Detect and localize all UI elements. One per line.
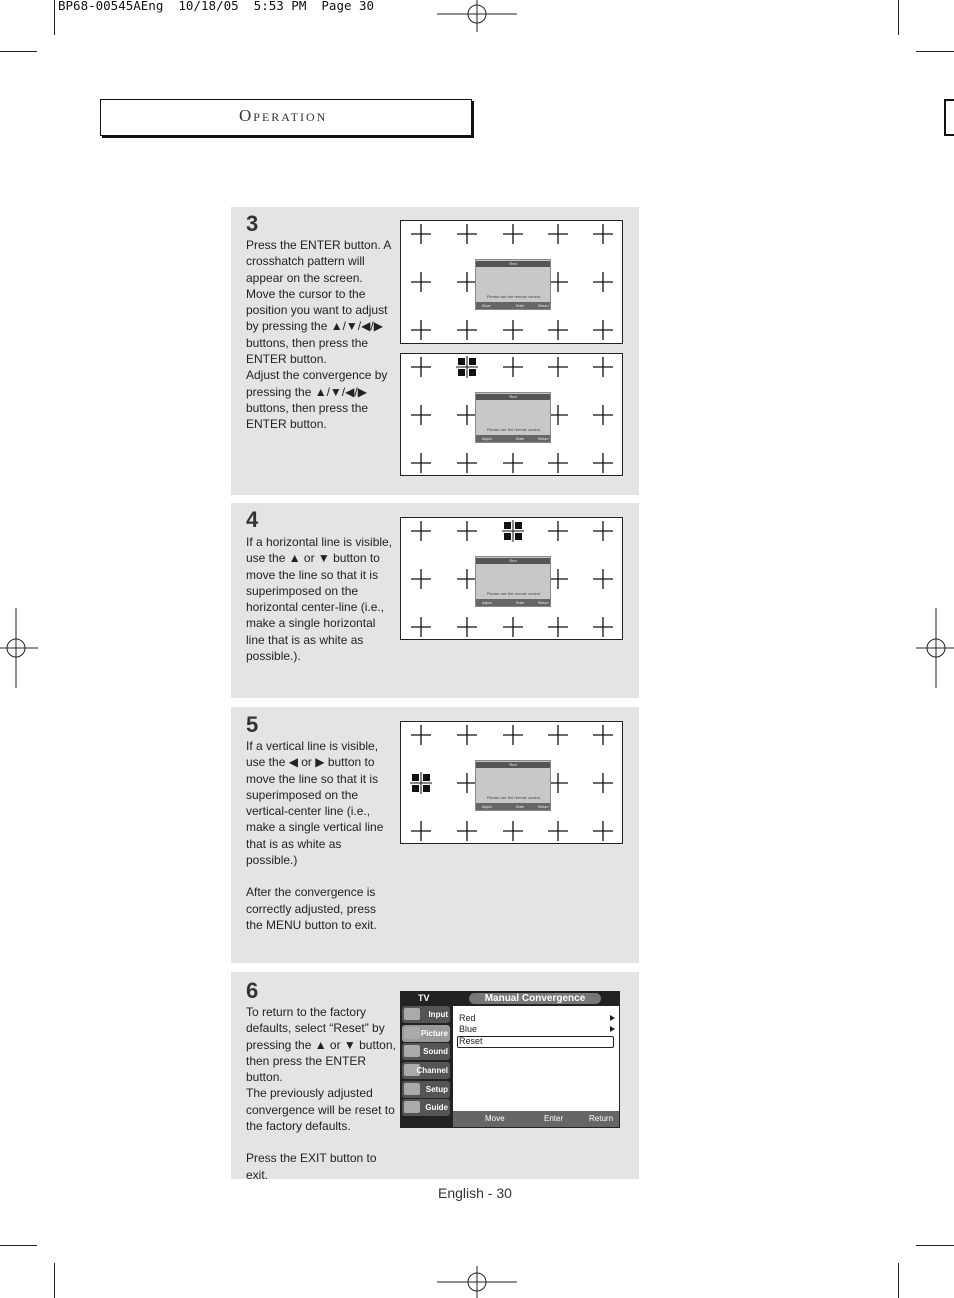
step-paragraph: If a vertical line is visible, use the ◀ or ▶ button to move the line so that it is superimposed on the vertical-center line (i.e., make a single vertical line that is as white as possible.) xyxy=(246,739,384,868)
osd-message: Please use the remote control. xyxy=(486,591,542,596)
menu-item-reset[interactable]: Reset xyxy=(459,1036,483,1046)
osd-hint: Adjust xyxy=(482,805,492,809)
osd-message: Please use the remote control. xyxy=(486,795,542,800)
crop-mark xyxy=(898,1263,899,1298)
crosshair-icon xyxy=(457,453,477,473)
crosshatch-screen xyxy=(400,220,623,344)
osd-hint: Return xyxy=(538,601,549,605)
crosshair-icon xyxy=(457,521,477,541)
step-paragraph: Move the cursor to the position you want to adjust by pressing the ▲/▼/◀/▶ buttons, then press the ENTER button. xyxy=(246,286,388,367)
step-number: 4 xyxy=(246,507,259,532)
step-paragraph: After the convergence is correctly adjusted, press the MENU button to exit. xyxy=(246,885,377,932)
osd-dialog xyxy=(475,760,551,811)
step-number: 5 xyxy=(246,712,259,737)
menu-sidebar xyxy=(402,1006,450,1118)
crosshair-icon xyxy=(457,405,477,425)
crosshair-icon xyxy=(457,773,477,793)
registration-mark xyxy=(0,608,38,688)
osd-hint: Enter xyxy=(516,437,525,441)
crosshair-icon xyxy=(411,821,431,841)
crosshair-icon xyxy=(411,617,431,637)
osd-title: Red xyxy=(476,261,550,267)
input-icon xyxy=(404,1008,420,1020)
step-4-text xyxy=(246,534,394,664)
sidebar-label: Sound xyxy=(423,1047,448,1057)
step-number: 3 xyxy=(246,211,259,236)
osd-message: Please use the remote control. xyxy=(486,427,542,432)
sidebar-item-sound[interactable] xyxy=(402,1043,450,1060)
crosshair-icon xyxy=(457,821,477,841)
sidebar-label: Channel xyxy=(416,1066,448,1076)
osd-hint: Return xyxy=(538,805,549,809)
crosshair-icon xyxy=(548,357,568,377)
osd-title: Red xyxy=(476,558,550,564)
osd-title: Red xyxy=(476,762,550,768)
crop-mark xyxy=(0,51,37,52)
move-hint: Move xyxy=(485,1114,505,1123)
crosshair-icon xyxy=(503,453,523,473)
sound-icon xyxy=(404,1045,420,1057)
crosshatch-screen xyxy=(400,517,623,640)
crosshair-icon xyxy=(548,773,568,793)
osd-footer xyxy=(476,302,550,309)
crosshair-icon xyxy=(411,521,431,541)
menu-main xyxy=(453,1006,619,1111)
crosshair-icon xyxy=(593,725,613,745)
section-title: Operation xyxy=(239,106,328,125)
crosshair-icon xyxy=(548,272,568,292)
step-paragraph: Press the ENTER button. A crosshatch pattern will appear on the screen. xyxy=(246,238,391,285)
menu-title: Manual Convergence xyxy=(469,993,601,1004)
print-header: BP68-00545AEng 10/18/05 5:53 PM Page 30 xyxy=(58,0,375,13)
registration-mark xyxy=(916,608,954,688)
osd-dialog xyxy=(475,556,551,607)
step-5-text xyxy=(246,738,391,933)
crosshair-icon xyxy=(548,320,568,340)
osd-title: Red xyxy=(476,394,550,400)
setup-icon xyxy=(404,1083,420,1095)
step-paragraph: Press the EXIT button to exit. xyxy=(246,1151,377,1182)
crosshair-icon xyxy=(411,453,431,473)
osd-footer xyxy=(476,803,550,810)
crosshair-icon xyxy=(593,521,613,541)
step-paragraph: If a horizontal line is visible, use the ▲ or ▼ button to move the line so that it is superimposed on the horizontal center-line (i.e., make a single horizontal line that is as white as possible.). xyxy=(246,535,393,664)
crosshair-icon xyxy=(593,272,613,292)
cursor-icon xyxy=(410,772,432,794)
step-3-text xyxy=(246,237,391,433)
crop-mark xyxy=(54,1263,55,1298)
crosshair-icon xyxy=(411,405,431,425)
osd-hint: Adjust xyxy=(482,437,492,441)
osd-hint: Return xyxy=(538,304,549,308)
osd-message: Please use the remote control. xyxy=(486,294,542,299)
crosshair-icon xyxy=(457,272,477,292)
sidebar-label: Guide xyxy=(425,1103,448,1113)
crosshair-icon xyxy=(411,725,431,745)
sidebar-item-setup[interactable] xyxy=(402,1081,450,1098)
crosshair-icon xyxy=(548,617,568,637)
section-title-box xyxy=(100,99,472,136)
sidebar-label: Picture xyxy=(420,1028,448,1038)
crosshair-icon xyxy=(503,725,523,745)
crosshair-icon xyxy=(593,773,613,793)
step-6-text xyxy=(246,1004,398,1183)
step-number: 6 xyxy=(246,978,259,1003)
osd-hint: Enter xyxy=(516,304,525,308)
crosshair-icon xyxy=(593,617,613,637)
step-paragraph: The previously adjusted convergence will be reset to the factory defaults. xyxy=(246,1086,395,1134)
crop-mark xyxy=(898,0,899,35)
sidebar-label: Input xyxy=(428,1010,448,1019)
menu-item-red[interactable]: Red xyxy=(459,1013,476,1023)
manual-convergence-menu xyxy=(400,991,620,1128)
crosshair-icon xyxy=(411,272,431,292)
crosshair-icon xyxy=(593,453,613,473)
osd-hint: Enter xyxy=(516,601,525,605)
enter-hint: Enter xyxy=(544,1114,564,1123)
crosshair-icon xyxy=(593,357,613,377)
chevron-right-icon xyxy=(610,1026,615,1032)
osd-hint: Return xyxy=(538,437,549,441)
menu-tv-label: TV xyxy=(418,993,430,1003)
crosshair-icon xyxy=(548,821,568,841)
crosshair-icon xyxy=(457,569,477,589)
osd-footer xyxy=(476,599,550,606)
sidebar-item-picture[interactable] xyxy=(402,1025,450,1042)
chevron-right-icon xyxy=(610,1015,615,1021)
osd-dialog xyxy=(475,259,551,310)
sidebar-label: Setup xyxy=(425,1084,448,1094)
crosshair-icon xyxy=(503,320,523,340)
crop-mark xyxy=(54,0,55,35)
crosshair-icon xyxy=(548,725,568,745)
sidebar-item-channel[interactable] xyxy=(402,1062,450,1079)
sidebar-item-guide[interactable] xyxy=(402,1099,450,1116)
crosshair-icon xyxy=(593,405,613,425)
crosshair-icon xyxy=(457,320,477,340)
menu-item-blue[interactable]: Blue xyxy=(459,1024,478,1034)
tab-mark xyxy=(944,99,954,136)
crop-mark xyxy=(916,51,954,52)
registration-mark xyxy=(437,1266,517,1298)
crosshair-icon xyxy=(503,224,523,244)
page-number: English - 30 xyxy=(438,1185,512,1201)
cursor-icon xyxy=(502,520,524,542)
step-paragraph: To return to the factory defaults, select “Reset” by pressing the ▲ or ▼ button, then press the ENTER button. xyxy=(246,1005,396,1085)
crosshair-icon xyxy=(411,357,431,377)
guide-icon xyxy=(404,1101,420,1113)
crosshair-icon xyxy=(548,569,568,589)
cursor-icon xyxy=(456,356,478,378)
crosshair-icon xyxy=(503,821,523,841)
registration-mark xyxy=(437,0,517,32)
crosshair-icon xyxy=(457,725,477,745)
crosshair-icon xyxy=(593,569,613,589)
crosshair-icon xyxy=(457,617,477,637)
crosshair-icon xyxy=(593,821,613,841)
crosshatch-screen xyxy=(400,353,623,476)
crosshair-icon xyxy=(593,224,613,244)
osd-footer xyxy=(476,435,550,442)
menu-footer xyxy=(453,1111,619,1127)
crosshair-icon xyxy=(411,224,431,244)
crosshair-icon xyxy=(593,320,613,340)
crosshair-icon xyxy=(503,617,523,637)
picture-icon xyxy=(404,1027,420,1039)
step-paragraph: Adjust the convergence by pressing the ▲/▼/◀/▶ buttons, then press the ENTER button. xyxy=(246,368,388,432)
osd-hint: Enter xyxy=(516,805,525,809)
crosshair-icon xyxy=(503,357,523,377)
crosshair-icon xyxy=(548,405,568,425)
osd-hint: Move xyxy=(482,304,491,308)
crosshair-icon xyxy=(548,224,568,244)
crosshair-icon xyxy=(411,320,431,340)
sidebar-item-input[interactable] xyxy=(402,1006,450,1023)
crosshatch-screen xyxy=(400,721,623,844)
crosshair-icon xyxy=(548,521,568,541)
osd-hint: Adjust xyxy=(482,601,492,605)
return-hint: Return xyxy=(589,1114,614,1123)
osd-dialog xyxy=(475,392,551,443)
crop-mark xyxy=(0,1245,37,1246)
crop-mark xyxy=(916,1245,954,1246)
crosshair-icon xyxy=(411,569,431,589)
crosshair-icon xyxy=(457,224,477,244)
crosshair-icon xyxy=(548,453,568,473)
